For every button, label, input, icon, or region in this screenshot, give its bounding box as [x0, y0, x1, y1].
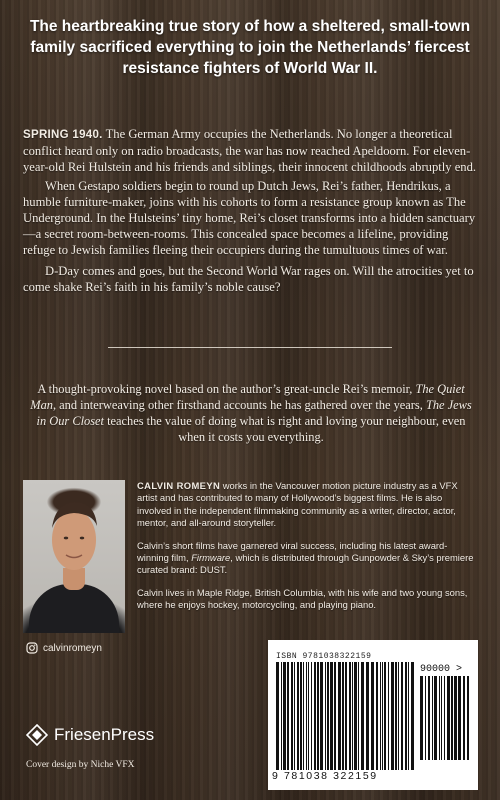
barcode-bar	[317, 662, 319, 770]
barcode-bar	[338, 662, 341, 770]
barcode-bar	[382, 662, 383, 770]
tagline: The heartbreaking true story of how a sheltered, small-town family sacrificed everything to join the Netherlands’ fiercest resistance fighters of World War II.	[29, 18, 471, 77]
barcode-bar	[391, 662, 394, 770]
blurb-p1-text: The German Army occupies the Netherlands. No longer a theoretical conflict heard only on radio broadcasts, the war has now reached Apeldoorn. For eleven-year-old Rei Hulstein and his friends and siblings, their innocent childhoods abruptly end.	[23, 127, 477, 174]
bio-paragraph-2	[137, 540, 477, 577]
barcode-bar	[444, 676, 445, 760]
isbn-digits: 9 781038 322159	[272, 770, 378, 782]
instagram-handle[interactable]	[26, 642, 102, 654]
barcode-bar	[276, 662, 279, 770]
bio-paragraph-3: Calvin lives in Maple Ridge, British Columbia, with his wife and two young sons, where he enjoys hockey, motorcycling, and playing piano.	[137, 586, 468, 611]
memoir-title: The Quiet Man	[30, 382, 465, 412]
barcode-bar	[411, 662, 414, 770]
barcode-bar	[281, 662, 282, 770]
barcode-bar	[408, 662, 409, 770]
bio-paragraph-1	[137, 480, 477, 530]
divider	[108, 347, 392, 348]
barcode-bar	[314, 662, 316, 770]
blurb-lead: SPRING 1940.	[23, 129, 103, 141]
barcode-bar	[398, 662, 399, 770]
barcode-bar	[434, 676, 437, 760]
barcode-bar	[388, 662, 389, 770]
barcode-bar	[441, 676, 442, 760]
barcode-bar	[451, 676, 453, 760]
barcode-bar	[395, 662, 397, 770]
bio-text-1: works in the Vancouver motion picture industry as a VFX artist and has contributed to many of Hollywood’s biggest films. He is also involved in the independent filmmaking community as a writer, director, actor, mentor, and all-around storyteller.	[137, 480, 458, 529]
barcode-bar	[294, 662, 295, 770]
book-title: The Jews in Our Closet	[36, 398, 472, 428]
barcode-bars	[276, 662, 414, 770]
price-barcode-bars	[420, 676, 470, 760]
blurb-paragraph-3: D-Day comes and goes, but the Second World War rages on. Will the atrocities yet to come shake Rei’s faith in his family’s noble cause?	[23, 264, 474, 294]
barcode-bar	[358, 662, 359, 770]
isbn-label: ISBN 9781038322159	[276, 652, 372, 661]
barcode-bar	[380, 662, 381, 770]
barcode-bar	[447, 676, 450, 760]
barcode-bar	[366, 662, 369, 770]
bio-text-2b: , which is distributed through Gunpowder & Sky’s premiere curated brand: DUST.	[137, 552, 474, 576]
barcode-bar	[401, 662, 403, 770]
barcode-bar	[420, 676, 423, 760]
summary-text-2: , and interweaving other firsthand accounts he has gathered over the years,	[52, 398, 426, 412]
publisher-logo	[26, 724, 154, 746]
barcode-bar	[352, 662, 353, 770]
barcode-bar	[325, 662, 326, 770]
barcode-bar	[432, 676, 433, 760]
barcode-bar	[342, 662, 344, 770]
barcode-bar	[361, 662, 364, 770]
blurb	[23, 126, 479, 295]
barcode-bar	[330, 662, 333, 770]
summary-text-3: teaches the value of doing what is right and loving your neighbour, even when it costs you everything.	[103, 414, 466, 444]
author-photo	[23, 480, 125, 633]
barcode-bar	[283, 662, 286, 770]
barcode-bar	[349, 662, 351, 770]
barcode-bar	[320, 662, 323, 770]
barcode-bar	[287, 662, 289, 770]
instagram-icon	[26, 642, 38, 654]
barcode-bar	[425, 676, 426, 760]
barcode-bar	[327, 662, 329, 770]
barcode-bar	[306, 662, 307, 770]
barcode-bar	[458, 676, 461, 760]
barcode-bar	[467, 676, 469, 760]
friesenpress-logo-icon	[26, 724, 48, 746]
summary-text-1: A thought-provoking novel based on the author’s great-uncle Rei’s memoir,	[37, 382, 416, 396]
author-name: CALVIN ROMEYN	[137, 480, 221, 491]
barcode-bar	[454, 676, 457, 760]
barcode-bar	[463, 676, 465, 760]
film-title: Firmware	[191, 552, 231, 564]
barcode-bar	[308, 662, 309, 770]
barcode-bar	[334, 662, 336, 770]
blurb-paragraph-1	[23, 126, 479, 175]
instagram-username: calvinromeyn	[43, 642, 102, 654]
barcode-bar	[300, 662, 302, 770]
barcode-bar	[439, 676, 440, 760]
cover-credit: Cover design by Niche VFX	[26, 760, 135, 770]
barcode-bar	[371, 662, 374, 770]
barcode-bar	[354, 662, 357, 770]
barcode-bar	[384, 662, 386, 770]
barcode-bar	[303, 662, 304, 770]
publisher-name: FriesenPress	[54, 725, 155, 744]
barcode-bar	[376, 662, 378, 770]
barcode-bar	[405, 662, 407, 770]
barcode-bar	[345, 662, 347, 770]
book-summary	[26, 381, 476, 445]
blurb-paragraph-2: When Gestapo soldiers begin to round up Dutch Jews, Rei’s father, Hendrikus, a humble furniture-maker, joins with his cohorts to form a resistance group known as The Underground. In the Hulsteins’ tiny home, Rei’s closet transforms into a hidden sanctuary—a secret room-between-rooms. This concealed space becomes a lifeline, providing refuge to Jewish families fleeing their occupiers during the tumultuous times of war.	[23, 179, 476, 257]
barcode-bar	[428, 676, 430, 760]
price-code: 90000 >	[420, 664, 463, 675]
author-bio	[137, 480, 477, 622]
barcode-bar	[291, 662, 293, 770]
bio-text-2a: Calvin’s short films have garnered viral success, including his latest award-winning film,	[137, 539, 448, 564]
barcode-bar	[311, 662, 312, 770]
barcode-bar	[297, 662, 299, 770]
author-photo-face	[23, 480, 125, 633]
